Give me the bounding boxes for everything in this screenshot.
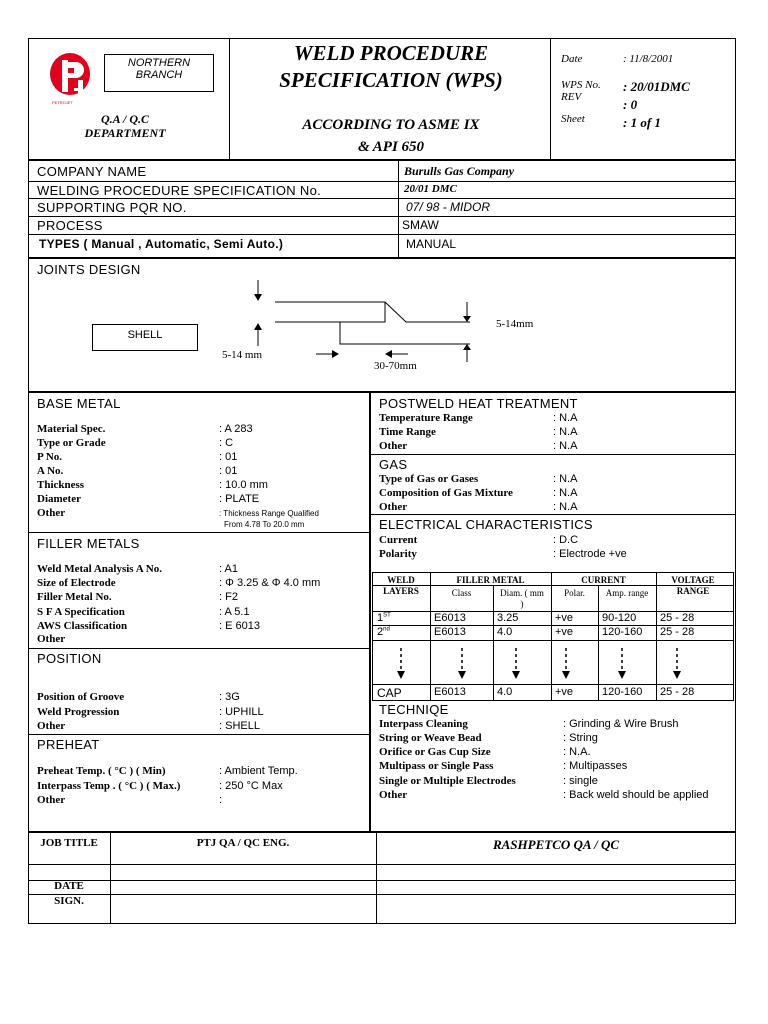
technique-value: : String <box>563 732 598 744</box>
process-label: PROCESS <box>37 218 103 233</box>
pwht-value: : N.A <box>553 440 578 452</box>
standard-line-2: & API 650 <box>357 139 425 155</box>
weld-row-class: E6013 <box>434 686 466 698</box>
technique-title: TECHNIQE <box>379 702 449 717</box>
base-metal-value: : C <box>219 437 234 449</box>
position-value: : 3G <box>219 691 240 703</box>
general-rule-3 <box>28 216 736 217</box>
wps-value: : 20/01DMC <box>623 79 690 94</box>
gas-label: Other <box>379 501 408 513</box>
base-metal-value: : 10.0 mm <box>219 479 268 491</box>
preheat-label: Interpass Temp . ( °C ) ( Max.) <box>37 780 181 792</box>
base-metal-label: Diameter <box>37 493 81 505</box>
preheat-title: PREHEAT <box>37 737 100 752</box>
technique-label: Multipass or Single Pass <box>379 760 494 772</box>
weld-row-volt: 25 - 28 <box>660 686 695 698</box>
weld-row-diam: 4.0 <box>497 686 513 698</box>
weld-row-volt: 25 - 28 <box>660 626 695 638</box>
weld-row-polar: +ve <box>555 686 574 698</box>
rashpetco-label: RASHPETCO QA / QC <box>492 837 620 852</box>
base-metal-value: : 01 <box>219 451 238 463</box>
filler-value: : F2 <box>219 591 238 603</box>
signoff-rule <box>28 864 736 865</box>
sheet-label: Sheet <box>561 113 585 125</box>
rev-label: REV <box>561 91 582 103</box>
weld-row-layer: CAP <box>377 686 402 700</box>
right-rule-1 <box>370 454 736 455</box>
technique-value: : single <box>563 775 598 787</box>
preheat-value: : <box>219 794 223 806</box>
pqr-value: 07/ 98 - MIDOR <box>406 200 491 214</box>
date-value: : 11/8/2001 <box>623 53 674 65</box>
base-metal-value: : Thickness Range Qualified <box>219 509 319 518</box>
filler-value: : Φ 3.25 & Φ 4.0 mm <box>219 577 321 589</box>
filler-label: AWS Classification <box>37 620 128 632</box>
date-row-label: DATE <box>54 880 84 892</box>
technique-label: Interpass Cleaning <box>379 718 468 730</box>
weld-row-amp: 120-160 <box>602 626 643 638</box>
process-value: SMAW <box>402 218 439 232</box>
preheat-label: Other <box>37 794 66 806</box>
base-metal-label: Thickness <box>37 479 85 491</box>
base-metal-other-line2: From 4.78 To 20.0 mm <box>224 520 305 529</box>
weld-row-diam: 3.25 <box>497 612 519 624</box>
technique-value: : N.A. <box>563 746 591 758</box>
th-filler-metal: FILLER METAL <box>456 575 525 585</box>
sheet-value: : 1 of 1 <box>623 115 661 130</box>
pwht-label: Temperature Range <box>379 412 473 424</box>
electrical-value: : Electrode +ve <box>553 548 627 560</box>
signoff-rule <box>28 894 736 895</box>
th-weld-layers: WELD LAYERS <box>383 575 419 596</box>
base-metal-value: : A 283 <box>219 423 253 435</box>
base-metal-label: P No. <box>37 451 63 463</box>
technique-value: : Grinding & Wire Brush <box>563 718 679 730</box>
header-divider-right <box>550 38 551 160</box>
wps-label: WPS No. <box>561 79 601 91</box>
right-rule-2 <box>370 514 736 515</box>
pwht-title: POSTWELD HEAT TREATMENT <box>379 396 578 411</box>
petrojet-logo <box>48 50 98 102</box>
general-rule-2 <box>28 198 736 199</box>
filler-title: FILLER METALS <box>37 536 140 551</box>
weld-table-rule <box>372 684 734 685</box>
filler-label: Weld Metal Analysis A No. <box>37 563 162 575</box>
left-rule-1 <box>28 532 370 533</box>
company-value: Burulls Gas Company <box>404 164 515 178</box>
th-amp: Amp. range <box>605 588 649 598</box>
dim-bottom: 30-70mm <box>374 360 417 372</box>
weld-row-amp: 120-160 <box>602 686 643 698</box>
filler-value: : A 5.1 <box>219 606 250 618</box>
department-label: Q.A / Q.C DEPARTMENT <box>84 112 166 140</box>
preheat-value: : 250 °C Max <box>219 780 283 792</box>
company-label: COMPANY NAME <box>37 164 147 179</box>
weld-row-volt: 25 - 28 <box>660 612 695 624</box>
types-label: TYPES ( Manual , Automatic, Semi Auto.) <box>39 237 284 251</box>
electrical-label: Polarity <box>379 548 417 560</box>
filler-label: Filler Metal No. <box>37 591 112 603</box>
general-rule-4 <box>28 234 736 235</box>
position-title: POSITION <box>37 651 102 666</box>
technique-label: Orifice or Gas Cup Size <box>379 746 491 758</box>
filler-label: Other <box>37 633 66 645</box>
position-label: Other <box>37 720 66 732</box>
gas-label: Type of Gas or Gases <box>379 473 479 485</box>
electrical-value: : D.C <box>553 534 579 546</box>
filler-label: Size of Electrode <box>37 577 116 589</box>
electrical-title: ELECTRICAL CHARACTERISTICS <box>379 517 593 532</box>
technique-label: String or Weave Bead <box>379 732 482 744</box>
weld-row-layer: 1ST <box>377 612 391 624</box>
dim-left: 5-14 mm <box>222 349 263 361</box>
wps-no-value: 20/01 DMC <box>404 183 457 195</box>
pwht-value: : N.A <box>553 426 578 438</box>
position-label: Position of Groove <box>37 691 125 703</box>
preheat-value: : Ambient Temp. <box>219 765 298 777</box>
gas-label: Composition of Gas Mixture <box>379 487 513 499</box>
pqr-label: SUPPORTING PQR NO. <box>37 200 187 215</box>
weld-row-polar: +ve <box>555 612 574 624</box>
weld-row-polar: +ve <box>555 626 574 638</box>
weld-row-class: E6013 <box>434 612 466 624</box>
position-label: Weld Progression <box>37 706 120 718</box>
th-current: CURRENT <box>581 575 626 585</box>
date-label: Date <box>561 53 583 65</box>
standard-line-1: ACCORDING TO ASME IX <box>302 117 480 133</box>
base-metal-value: : 01 <box>219 465 238 477</box>
gas-value: : N.A <box>553 501 578 513</box>
weld-row-layer: 2nd <box>377 626 390 638</box>
base-metal-label: Other <box>37 507 66 519</box>
filler-value: : E 6013 <box>219 620 260 632</box>
position-value: : UPHILL <box>219 706 264 718</box>
position-value: : SHELL <box>219 720 260 732</box>
base-metal-label: Type or Grade <box>37 437 106 449</box>
base-metal-title: BASE METAL <box>37 396 121 411</box>
general-divider <box>398 160 399 258</box>
pwht-label: Time Range <box>379 426 436 438</box>
job-title-label: JOB TITLE <box>40 837 98 849</box>
pwht-label: Other <box>379 440 408 452</box>
technique-label: Single or Multiple Electrodes <box>379 775 516 787</box>
filler-label: S F A Specification <box>37 606 125 618</box>
th-voltage: VOLTAGE RANGE <box>671 575 715 596</box>
ptj-engineer-label: PTJ QA / QC ENG. <box>196 837 290 849</box>
technique-value: : Multipasses <box>563 760 628 772</box>
gas-value: : N.A <box>553 473 578 485</box>
gas-title: GAS <box>379 457 408 472</box>
header-divider-left <box>229 38 230 160</box>
left-rule-3 <box>28 734 370 735</box>
weld-row-class: E6013 <box>434 626 466 638</box>
shell-label: SHELL <box>127 329 163 341</box>
electrical-label: Current <box>379 534 418 546</box>
base-metal-label: Material Spec. <box>37 423 106 435</box>
technique-value: : Back weld should be applied <box>563 789 709 801</box>
logo-caption: PETROJET <box>52 100 73 105</box>
types-value: MANUAL <box>406 237 457 251</box>
continuation-arrows <box>372 640 734 684</box>
dim-right: 5-14mm <box>496 318 534 330</box>
gas-value: : N.A <box>553 487 578 499</box>
general-rule-1 <box>28 181 736 182</box>
wps-no-label: WELDING PROCEDURE SPECIFICATION No. <box>37 183 322 198</box>
left-rule-2 <box>28 648 370 649</box>
filler-value: : A1 <box>219 563 238 575</box>
base-metal-label: A No. <box>37 465 64 477</box>
document-title: WELD PROCEDURE SPECIFICATION (WPS) <box>279 41 503 92</box>
signoff-rule <box>28 880 736 881</box>
th-diam: Diam. ( mm ) <box>500 588 544 609</box>
rev-value: : 0 <box>623 97 638 112</box>
sign-row-label: SIGN. <box>54 895 84 907</box>
th-class: Class <box>451 588 472 598</box>
th-polar: Polar. <box>564 588 585 598</box>
base-metal-value: : PLATE <box>219 493 260 505</box>
branch-label: NORTHERN BRANCH <box>127 57 191 81</box>
weld-row-diam: 4.0 <box>497 626 513 638</box>
weld-row-amp: 90-120 <box>602 612 637 624</box>
technique-label: Other <box>379 789 408 801</box>
preheat-label: Preheat Temp. ( °C ) ( Min) <box>37 765 166 777</box>
pwht-value: : N.A <box>553 412 578 424</box>
joints-title: JOINTS DESIGN <box>37 262 141 277</box>
